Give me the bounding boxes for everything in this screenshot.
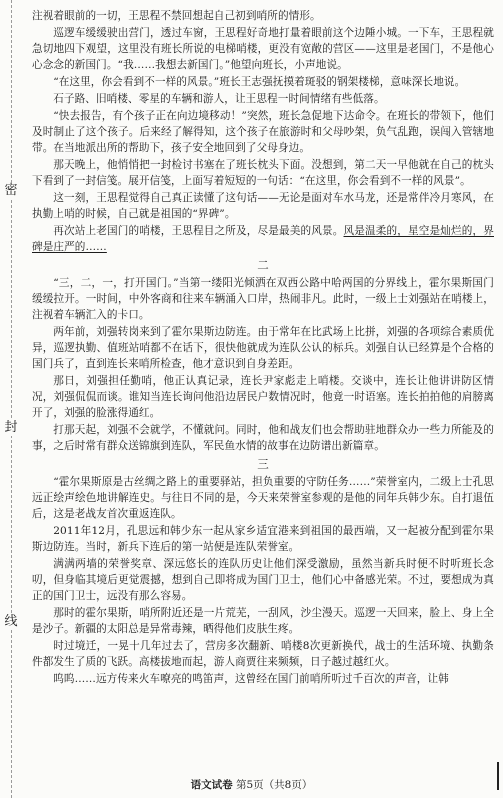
paragraph: “霍尔果斯原是古丝绸之路上的重要驿站，担负重要的守防任务……”荣誉室内，二级上士孔思远正绘声绘色地讲解连史。与往日不同的是，今天来荣誉室参观的是他的同年兵韩少东。自打退伍后，这是老战友首次重返连队。 xyxy=(32,476,494,520)
paragraph: 2011年12月，孔思远和韩少东一起从家乡适宜港来到祖国的最西端，又一起被分配到霍尔果斯边防连。当时，新兵下连后的第一站便是连队荣誉室。 xyxy=(32,525,494,553)
margin-label-xian: 线 xyxy=(4,614,18,629)
underlined-sentence: 风是温柔的，星空是灿烂的，界碑是庄严的…… xyxy=(32,225,494,253)
paragraph: 巡逻车缓缓驶出营门，透过车窗，王思程好奇地打量着眼前这个边陲小城。一下车，王思程就急切地四下观望，这里没有班长所说的电梯哨楼，更没有宽敞的营区——这里是老国门，不是他心心念念的新国门。“我……我想去新国门。”他望向班长，小声地说。 xyxy=(32,27,494,71)
paragraph: 呜呜……远方传来火车嘹亮的鸣笛声，这曾经在国门前哨所听过千百次的声音，让韩 xyxy=(53,673,449,685)
paragraph: 那天晚上，他悄悄把一封检讨书塞在了班长枕头下面。没想到，第二天一早他就在自己的枕头下看到了一封信笺。展开信笺，上面写着短短的一句话：“在这里，你会看到不一样的风景”。 xyxy=(32,159,494,187)
paragraph: 两年前，刘强转岗来到了霍尔果斯边防连。由于常年在比武场上比拼，刘强的各项综合素质优异，巡逻执勤、值班站哨都不在话下，很快他就成为连队公认的标兵。刘强自认已经算是个合格的国门兵了，直到连长来哨所检查，他才意识到自身差距。 xyxy=(32,326,494,370)
margin-label-feng: 封 xyxy=(4,420,18,435)
binding-margin xyxy=(0,0,24,798)
paragraph: 石子路、旧哨楼、零星的车辆和游人，让王思程一时间情绪有些低落。 xyxy=(53,93,385,105)
edge-mark xyxy=(497,762,499,790)
paragraph: 那日，刘强担任勤哨，他正认真记录，连长尹家彪走上哨楼。交谈中，连长让他讲讲防区情况，刘强侃侃而谈。谁知当连长询问他沿边居民户数情况时，他竟一时语塞。连长拍拍他的肩膀离开了，刘强的脸涨得通红。 xyxy=(32,375,494,419)
paragraph: “三，二，一，打开国门。”当第一缕阳光倾洒在双西公路中哈两国的分界线上，霍尔果斯国门缓缓拉开。一时间，中外客商和往来车辆涌入口岸，热闹非凡。此时，一级上士刘强站在哨楼上，注视着车辆汇入的卡口。 xyxy=(32,277,494,321)
paragraph: 注视着眼前的一切，王思程不禁回想起自己初到哨所的情形。 xyxy=(32,10,321,22)
footer-subject: 语文试卷 xyxy=(190,779,233,791)
margin-label-mi: 密 xyxy=(4,183,18,198)
paragraph: 那时的霍尔果斯，哨所附近还是一片荒芜，一刮风，沙尘漫天。巡逻一天回来，脸上、身上全是沙子。新疆的太阳总是异常毒辣，晒得他们皮肤生疼。 xyxy=(32,607,494,635)
section-number-two: 二 xyxy=(257,258,269,272)
article-body xyxy=(32,8,494,688)
paragraph: “在这里，你会看到不一样的风景。”班长王志强抚摸着斑驳的钢架楼梯，意味深长地说。 xyxy=(53,76,466,88)
footer-page-info: 第5页（共8页） xyxy=(235,779,313,791)
paragraph-text: 再次站上老国门的哨楼，王思程目之所及，尽是最美的风景。 xyxy=(53,225,344,237)
paragraph: 打那天起，刘强不会就学，不懂就问。同时，他和战友们也会帮助驻地群众办一些力所能及的事，之后时常有群众送锦旗到连队，军民鱼水情的故事在边防谱出新篇章。 xyxy=(32,424,494,452)
paragraph-with-underline xyxy=(32,223,494,255)
binding-dashed-line xyxy=(11,0,12,798)
paragraph: 时过境迁，一晃十几年过去了，营房多次翻新、哨楼8次更新换代，战士的生活环境、执勤条件都发生了质的飞跃。高楼拔地而起，游人商贾往来频频，日子越过越红火。 xyxy=(32,640,494,668)
paragraph: “快去报告，有个孩子正在向边境移动！”突然，班长急促地下达命令。在班长的带领下，他们及时制止了这个孩子。后来经了解得知，这个孩子在旅游时和父母吵架，负气乱跑，误闯入管辖地带。在当地派出所的帮助下，孩子安全地回到了父母身边。 xyxy=(32,110,494,154)
page-footer xyxy=(0,777,503,792)
paragraph: 这一刻，王思程觉得自己真正读懂了这句话——无论是面对车水马龙，还是常伴冷月寒风，在执勤上哨的时候，自己就是祖国的“界碑”。 xyxy=(32,192,494,220)
paragraph: 满满两墙的荣誉奖章、深远悠长的连队历史让他们深受激励，虽然当新兵时便不时听班长念叨，但身临其境后更觉震撼，想到自己即将成为国门卫士，他们心中备感光荣。不过，要想成为真正的国门卫士，远没有那么容易。 xyxy=(32,558,494,602)
section-number-three: 三 xyxy=(257,457,269,471)
